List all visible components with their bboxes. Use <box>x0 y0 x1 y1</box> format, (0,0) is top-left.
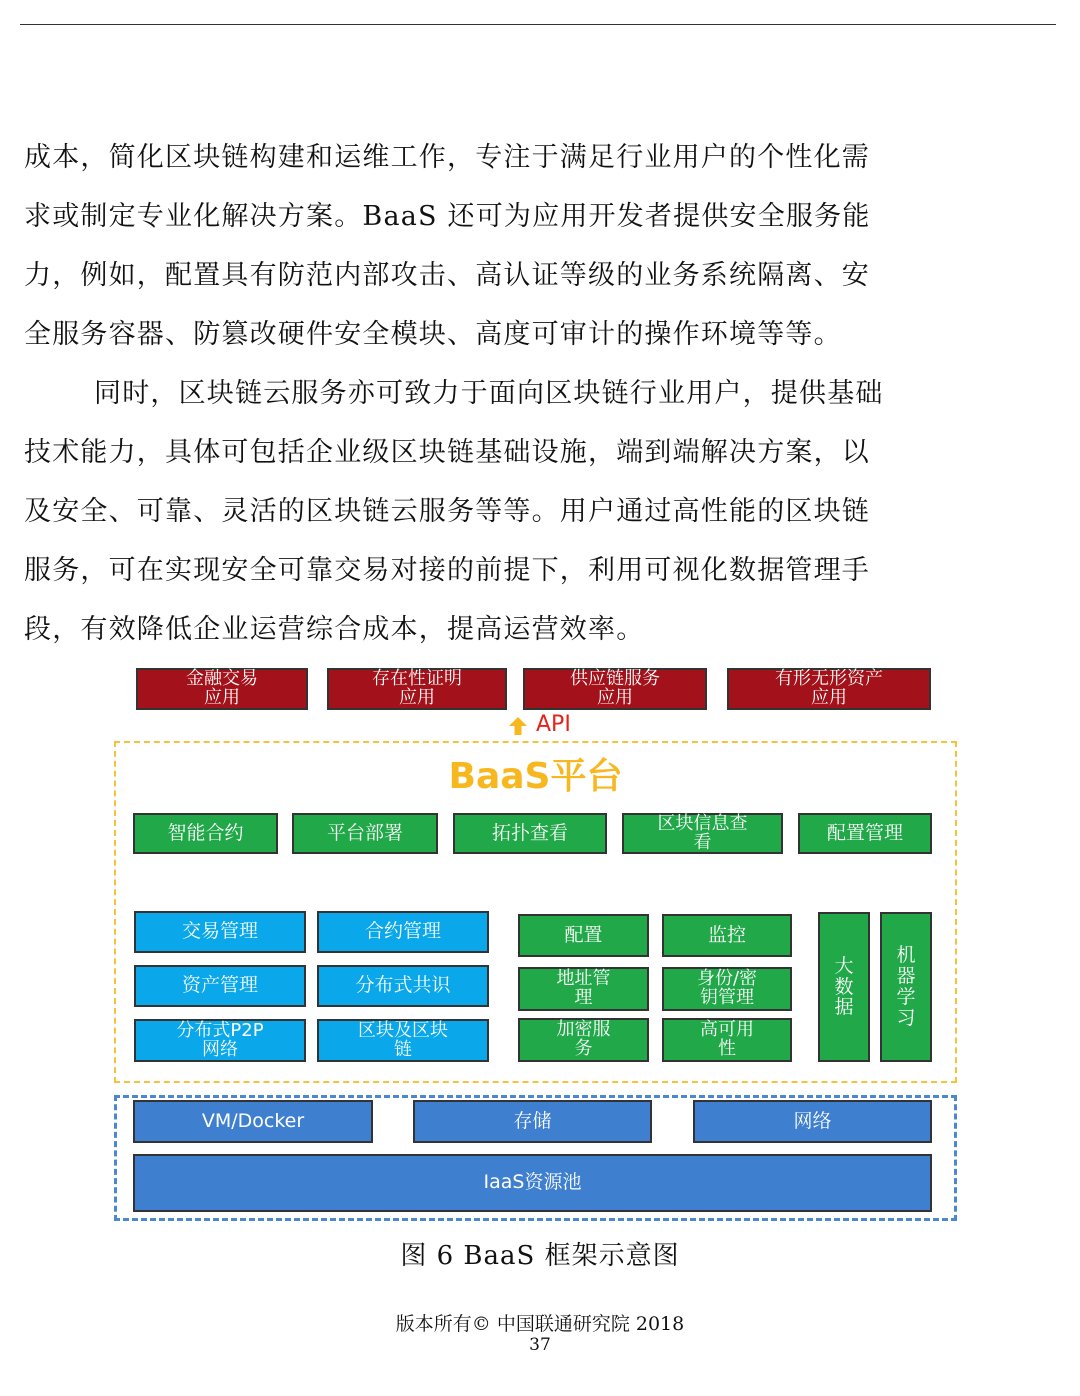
app-box-assets: 有形无形资产 应用 <box>727 668 931 710</box>
body-line: 及安全、可靠、灵活的区块链云服务等等。用户通过高性能的区块链 <box>24 496 870 527</box>
module-big-data <box>818 912 870 1062</box>
app-box-proof: 存在性证明 应用 <box>327 668 507 710</box>
module-block-chain: 区块及区块 链 <box>317 1019 489 1062</box>
body-line: 求或制定专业化解决方案。BaaS 还可为应用开发者提供安全服务能 <box>24 201 871 232</box>
module-identity-key: 身份/密 钥管理 <box>662 967 792 1011</box>
body-line: 服务，可在实现安全可靠交易对接的前提下，利用可视化数据管理手 <box>24 555 870 586</box>
ml-char: 机 <box>896 944 916 967</box>
big-data-char: 大 <box>834 954 854 977</box>
module-address-manage: 地址管 理 <box>518 967 649 1011</box>
module-platform-deploy: 平台部署 <box>292 813 438 854</box>
body-line: 成本，简化区块链构建和运维工作，专注于满足行业用户的个性化需 <box>24 142 870 173</box>
figure-caption: 图 6 BaaS 框架示意图 <box>400 1241 680 1271</box>
module-consensus: 分布式共识 <box>317 965 489 1007</box>
app-box-finance: 金融交易 应用 <box>136 668 308 710</box>
baas-platform-title: BaaS平台 <box>448 756 623 797</box>
iaas-resource-pool: IaaS资源池 <box>133 1154 932 1212</box>
big-data-char: 数 <box>834 975 854 998</box>
module-encryption: 加密服 务 <box>518 1018 649 1062</box>
body-text <box>24 128 1054 659</box>
body-line: 段，有效降低企业运营综合成本，提高运营效率。 <box>24 614 645 645</box>
ml-char: 学 <box>896 986 916 1008</box>
module-topology-view: 拓扑查看 <box>453 813 607 854</box>
header-rule <box>20 24 1056 25</box>
module-smart-contract: 智能合约 <box>133 813 278 854</box>
module-config: 配置 <box>518 914 649 957</box>
module-block-info: 区块信息查 看 <box>622 813 783 854</box>
app-box-supply-chain: 供应链服务 应用 <box>523 668 707 710</box>
module-contract-manage: 合约管理 <box>317 911 489 953</box>
body-line: 同时，区块链云服务亦可致力于面向区块链行业用户，提供基础 <box>94 378 884 409</box>
body-line: 力，例如，配置具有防范内部攻击、高认证等级的业务系统隔离、安 <box>24 260 870 291</box>
module-config-manage: 配置管理 <box>798 813 932 854</box>
api-label: API <box>536 712 571 737</box>
module-asset-manage: 资产管理 <box>134 965 306 1007</box>
body-line: 技术能力，具体可包括企业级区块链基础设施，端到端解决方案，以 <box>24 437 870 468</box>
up-arrow-icon <box>508 716 528 736</box>
big-data-char: 据 <box>834 996 854 1019</box>
infra-network: 网络 <box>693 1100 932 1143</box>
module-high-availability: 高可用 性 <box>662 1018 792 1062</box>
copyright-footer: 版本所有© 中国联通研究院 2018 <box>395 1313 685 1335</box>
module-transaction-manage: 交易管理 <box>134 911 306 953</box>
module-machine-learning <box>880 912 932 1062</box>
module-monitor: 监控 <box>662 914 792 957</box>
infra-vm-docker: VM/Docker <box>133 1100 373 1143</box>
infra-storage: 存储 <box>413 1100 652 1143</box>
body-line: 全服务容器、防篡改硬件安全模块、高度可审计的操作环境等等。 <box>24 319 842 350</box>
module-p2p-network: 分布式P2P 网络 <box>134 1019 306 1062</box>
ml-char: 器 <box>896 965 916 988</box>
page-number: 37 <box>529 1335 551 1355</box>
ml-char: 习 <box>896 1006 916 1029</box>
